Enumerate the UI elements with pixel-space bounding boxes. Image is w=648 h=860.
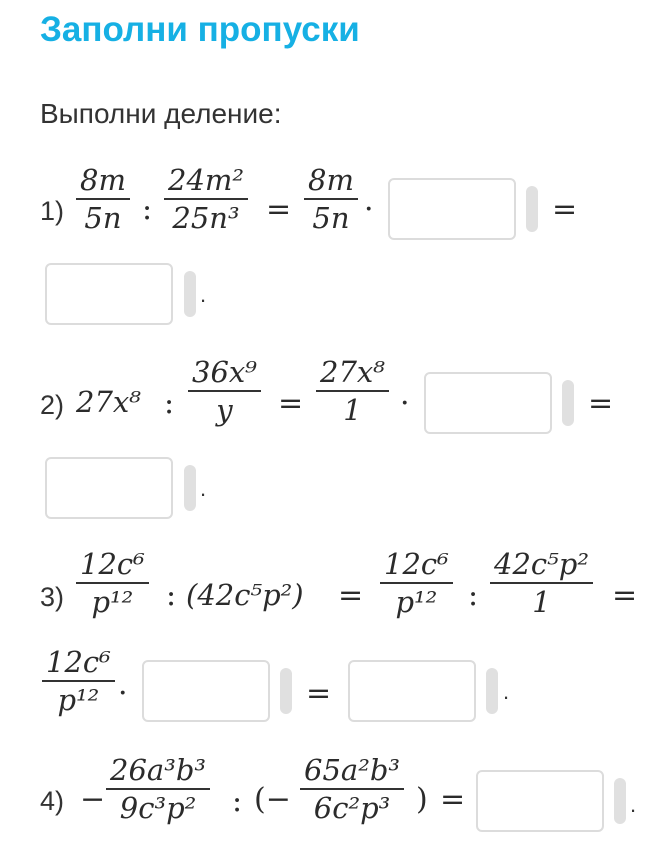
answer-field-3b[interactable] <box>348 660 476 722</box>
answer-field-1b[interactable] <box>45 263 173 325</box>
answer-field-2b[interactable] <box>45 457 173 519</box>
divide-sign: : <box>164 386 175 421</box>
problem-4-fraction-2 <box>300 752 404 826</box>
answer-field-4[interactable] <box>476 770 604 832</box>
problem-3-fraction-2 <box>380 546 453 620</box>
problem-2-number: 2) <box>40 390 65 420</box>
problem-1-number: 1) <box>40 196 65 226</box>
problem-4-number: 4) <box>40 786 65 816</box>
fraction-numerator: 24m² <box>168 163 245 197</box>
drag-handle[interactable] <box>184 465 196 511</box>
answer-field-2a[interactable] <box>424 372 552 434</box>
fraction-numerator: 26a³b³ <box>110 753 207 787</box>
divide-sign: : <box>142 192 153 227</box>
fraction-denominator: p¹² <box>57 683 100 717</box>
problem-2-fraction-1 <box>188 354 261 428</box>
close-paren: ) <box>416 782 428 817</box>
problem-1-fraction-2 <box>164 162 248 236</box>
fraction-denominator: p¹² <box>91 585 134 619</box>
drag-handle[interactable] <box>486 668 498 714</box>
equals-sign: = <box>278 386 304 421</box>
fraction-numerator: 65a²b³ <box>304 753 401 787</box>
multiply-dot: · <box>364 192 374 227</box>
divide-sign: : <box>166 578 177 613</box>
period: . <box>503 679 510 704</box>
equals-sign: = <box>266 192 292 227</box>
fraction-numerator: 8m <box>80 163 126 197</box>
problem-3-fraction-1 <box>76 546 149 620</box>
problem-3-paren-term: (42c⁵p²) <box>186 578 304 612</box>
multiply-dot: · <box>118 676 128 711</box>
instruction-text: Выполни деление: <box>40 98 282 129</box>
fraction-numerator: 12c⁶ <box>46 645 111 679</box>
fraction-denominator: y <box>216 393 233 427</box>
equals-sign: = <box>612 578 638 613</box>
open-paren-minus: (− <box>254 782 291 817</box>
problem-2-lead-term: 27x⁸ <box>76 385 141 419</box>
fraction-denominator: 1 <box>532 585 551 619</box>
problem-4-fraction-1 <box>106 752 210 826</box>
period: . <box>200 476 207 501</box>
answer-field-3a[interactable] <box>142 660 270 722</box>
minus-sign: − <box>80 782 106 817</box>
fraction-numerator: 36x⁹ <box>192 355 257 389</box>
fraction-denominator: 5n <box>312 201 350 235</box>
fraction-denominator: p¹² <box>395 585 438 619</box>
equals-sign: = <box>588 386 614 421</box>
fraction-numerator: 8m <box>308 163 354 197</box>
divide-sign: : <box>232 784 243 819</box>
fraction-denominator: 9c³p² <box>119 791 197 825</box>
fraction-denominator: 25n³ <box>172 201 240 235</box>
drag-handle[interactable] <box>280 668 292 714</box>
divide-sign: : <box>468 578 479 613</box>
period: . <box>200 282 207 307</box>
fraction-denominator: 6c²p³ <box>313 791 391 825</box>
fraction-numerator: 12c⁶ <box>384 547 449 581</box>
equals-sign: = <box>552 192 578 227</box>
problem-1-fraction-1 <box>76 162 130 236</box>
fraction-denominator: 1 <box>343 393 362 427</box>
equals-sign: = <box>440 782 466 817</box>
drag-handle[interactable] <box>184 271 196 317</box>
answer-field-1a[interactable] <box>388 178 516 240</box>
problem-1-fraction-3 <box>304 162 358 236</box>
equals-sign: = <box>306 676 332 711</box>
problem-3-number: 3) <box>40 582 65 612</box>
fraction-numerator: 12c⁶ <box>80 547 145 581</box>
equals-sign: = <box>338 578 364 613</box>
drag-handle[interactable] <box>526 186 538 232</box>
fraction-numerator: 27x⁸ <box>320 355 385 389</box>
drag-handle[interactable] <box>614 778 626 824</box>
drag-handle[interactable] <box>562 380 574 426</box>
period: . <box>630 792 637 817</box>
fraction-numerator: 42c⁵p² <box>494 547 589 581</box>
fraction-denominator: 5n <box>84 201 122 235</box>
problem-2-fraction-2 <box>316 354 389 428</box>
page-title: Заполни пропуски <box>40 10 360 49</box>
multiply-dot: · <box>400 386 410 421</box>
problem-3-fraction-4 <box>42 644 115 718</box>
problem-3-fraction-3 <box>490 546 593 620</box>
